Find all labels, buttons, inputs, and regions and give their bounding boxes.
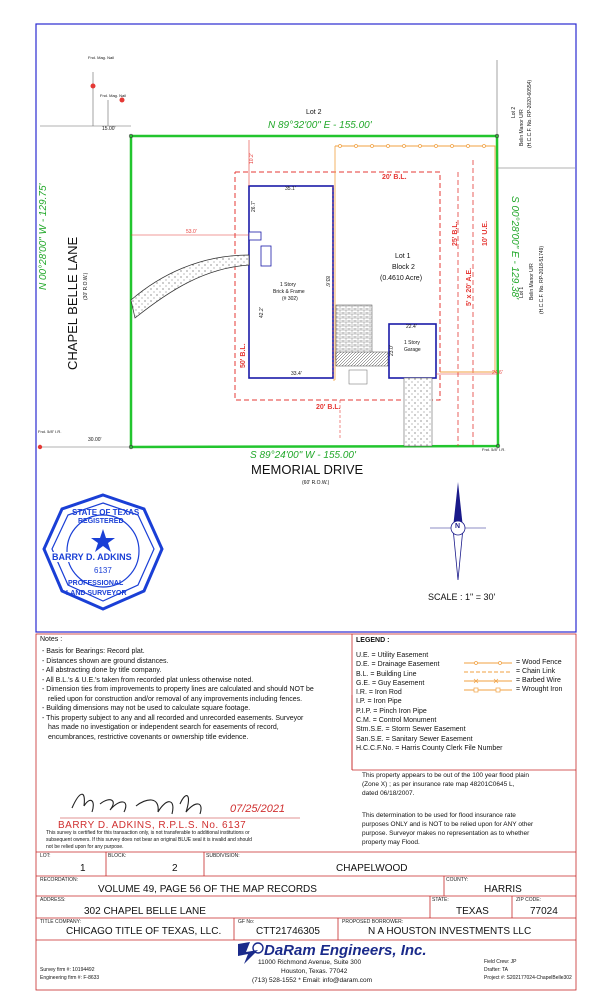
borrower-field-label: PROPOSED BORROWER: [342,919,404,925]
dim-33-4: 33.4' [291,371,302,377]
note-item: - All B.L.'s & U.E.'s taken from recorded plat unless otherwise noted. [42,676,254,684]
flood-line-2: (Zone X) ; as per insurance rate map 48201C0645 L, [362,781,515,788]
legend-heading: LEGEND : [356,637,390,644]
lot-field-label: LOT: [40,853,51,859]
east-bearing: S 00°28'00" E - 129.38' [509,196,520,300]
legend-item: G.E. = Guy Easement [356,679,425,687]
dim-23-0: 23.0' [389,345,395,356]
east-lot2-sub: Belin Manor U/R [519,109,525,146]
found-nail-2: Fnd. Mag. Nail [100,93,127,98]
note-item: - This property subject to any and all recorded and unrecorded easements. Surveyor [42,714,304,722]
acreage-label: (0.4610 Acre) [380,275,423,282]
borrower-field-value: N A HOUSTON INVESTMENTS LLC [368,926,532,937]
bl-right-label: 25' B.L. [452,221,459,246]
house-label-1: 1 Story [280,282,296,288]
curved-walkway [131,255,249,318]
seal-number: 6137 [94,566,112,575]
state-field-label: STATE: [432,897,449,903]
dim-24-6: 24.6' [492,370,503,376]
north-bearing: N 89°32'00" E - 155.00' [268,120,372,131]
survey-firm-number: Survey firm #: 10194492 [40,967,95,973]
company-phone: (713) 528-1552 * Email: info@daram.com [252,977,373,984]
scale-label: SCALE : 1" = 30' [428,592,496,602]
east-lot2-label: Lot 2 [511,106,517,118]
address-field-value: 302 CHAPEL BELLE LANE [84,906,206,917]
legend-item: D.E. = Drainage Easement [356,661,440,669]
dim-42-2: 42.2' [259,307,265,318]
seal-registered: REGISTERED [78,518,124,525]
state-field-value: TEXAS [456,906,489,917]
note-item: - Distances shown are ground distances. [42,657,169,665]
gf-field-label: GF No: [238,919,255,925]
lot-field-value: 1 [80,863,86,874]
block-field-value: 2 [172,863,178,874]
drafter: Drafter: TA [484,967,508,973]
note-item: has made no investigation or independent search for easements of record, [48,724,279,731]
signature-name: BARRY D. ADKINS, R.P.L.S. No. 6137 [58,820,247,831]
found-nail-1: Fnd. Mag. Nail [88,55,115,60]
note-item: encumbrances, restrictive covenants or ownership title evidence. [48,733,249,741]
east-lot1-sub: Belin Manor U/R [529,263,535,300]
dim-26-7: 26.7' [251,201,257,212]
wood-fence-icon [464,660,512,666]
ae-right-label: 5' x 20' A.E. [466,267,473,306]
legend-item: C.M. = Control Monument [356,717,437,725]
note-item: - Building dimensions may not be used to calculate square footage. [42,705,251,712]
east-lot2-ref: (H.C.C.F. No. RP-2020-60554) [527,79,533,148]
recordation-field-value: VOLUME 49, PAGE 56 OF THE MAP RECORDS [98,884,317,895]
cert-line-3: not be relied upon for any purpose. [46,844,124,850]
signature-date: 07/25/2021 [230,803,286,815]
seal-top-text: STATE OF TEXAS [72,508,140,517]
note-item: relied upon for construction and/or removal of any improvements including fences. [48,695,303,703]
block-field-label: BLOCK: [108,853,127,859]
address-field-label: ADDRESS: [40,897,66,903]
legend-item: San.S.E. = Sanitary Sewer Easement [356,735,473,743]
fence-wrought-item: = Wrought Iron [464,685,562,694]
title-company-label: TITLE COMPANY: [40,919,82,925]
block-label: Block 2 [392,264,415,271]
fence-chain-item: = Chain Link [464,667,562,676]
gf-field-value: CTT21746305 [256,926,320,937]
lot-label: Lot 1 [395,253,411,260]
street-south-row: (60' R.O.W.) [302,480,330,486]
north-letter: N [455,523,461,530]
note-item: - Basis for Bearings: Record plat. [42,648,145,655]
project-number: Project #: S202177024-ChapelBelle302 [484,975,572,981]
chain-link-icon [464,669,512,675]
wrought-iron-icon [464,687,512,693]
zip-field-label: ZIP CODE: [516,897,541,903]
seal-name: BARRY D. ADKINS [52,552,132,562]
company-name: DaRam Engineers, Inc. [264,942,427,959]
dim-22-4: 22.4' [406,324,417,330]
cert-line-2: subsequent owners. If this survey does not bear an original BLUE seal it is invalid and should [46,837,252,843]
west-bearing: N 00°28'00" W - 129.75' [38,183,49,290]
fence-wood-item: = Wood Fence [464,658,562,667]
legend-item: B.L. = Building Line [356,670,417,678]
garage-label-2: Garage [404,347,421,353]
ue-right-label: 10' U.E. [482,220,489,246]
bl-top-label: 20' B.L. [382,174,407,181]
company-address-2: Houston, Texas. 77042 [281,968,348,975]
engineering-firm-number: Engineering firm #: F-8633 [40,975,100,981]
south-bearing: S 89°24'00" W - 155.00' [250,450,356,461]
house-label-2: Brick & Frame [273,289,305,295]
recordation-field-label: RECORDATION: [40,877,78,883]
dim-83-6: 83.6' [324,276,330,287]
east-lot1-label: Lot 1 [519,286,525,298]
legend-item: H.C.C.F.No. = Harris County Clerk File Number [356,744,503,752]
subdivision-field-label: SUBDIVISION: [206,853,240,859]
seal-bottom-2: LAND SURVEYOR [66,590,127,597]
barbed-wire-icon [464,678,512,684]
garage-label-1: 1 Story [404,340,420,346]
company-address-1: 11000 Richmond Avenue, Suite 300 [258,959,362,966]
subdivision-field-value: CHAPELWOOD [336,863,408,874]
found-iron-left: Fnd. 5/8" I.R. [38,429,62,434]
flood-det-1: This determination to be used for flood insurance rate [362,812,516,819]
dim-10-2: 10.2' [249,153,255,164]
fence-barbed-item: = Barbed Wire [464,676,562,685]
street-west-row: (30' R.O.W.) [83,272,89,300]
dim-15: 15.00' [102,126,116,132]
field-crew: Field Crew: JP [484,959,517,965]
house-label-3: (# 302) [282,296,298,302]
east-lot1-ref: (H.C.C.F. No. RP-2018-51749) [539,245,545,314]
bl-left-label: 50' B.L. [240,343,247,368]
bl-bottom-label: 20' B.L. [316,404,341,411]
fence-legend [464,658,562,694]
notes-list [42,647,342,742]
legend-item: P.I.P. = Pinch Iron Pipe [356,707,427,715]
title-company-value: CHICAGO TITLE OF TEXAS, LLC. [66,926,222,937]
county-field-label: COUNTY: [446,877,469,883]
driveway [404,378,432,446]
note-item: - All abstracting done by title company. [42,667,162,674]
dim-53-0: 53.0' [186,229,197,235]
street-west-name: CHAPEL BELLE LANE [65,236,80,370]
signature-scribble [72,794,201,814]
flood-line-1: This property appears to be out of the 100 year flood plain [362,772,529,779]
cert-line-1: This survey is certified for this transaction only, is not transferable to additional institutions or [46,830,250,836]
found-iron-right: Fnd. 5/8" I.R. [482,447,506,452]
dim-35-1: 35.1' [285,186,296,192]
legend-item: I.R. = Iron Rod [356,689,402,697]
flood-det-3: purpose. Surveyor makes no representation as to whether [362,830,530,837]
legend-item: Stm.S.E. = Storm Sewer Easement [356,726,466,734]
seal-bottom-1: PROFESSIONAL [68,580,124,587]
legend-item: I.P. = Iron Pipe [356,698,402,706]
flood-det-4: property may Flood. [362,839,420,846]
county-field-value: HARRIS [484,884,522,895]
flood-det-2: purposes ONLY and is NOT to be relied upon for ANY other [362,821,534,828]
notes-heading: Notes : [40,636,63,643]
dim-30: 30.00' [88,437,102,443]
legend-item: U.E. = Utility Easement [356,652,429,659]
lot2-top-label: Lot 2 [306,109,322,116]
zip-field-value: 77024 [530,906,558,917]
street-south-name: MEMORIAL DRIVE [251,462,364,477]
note-item: - Dimension ties from improvements to property lines are calculated and should NOT be [42,686,314,693]
flood-line-3: dated 06/18/2007. [362,790,415,797]
